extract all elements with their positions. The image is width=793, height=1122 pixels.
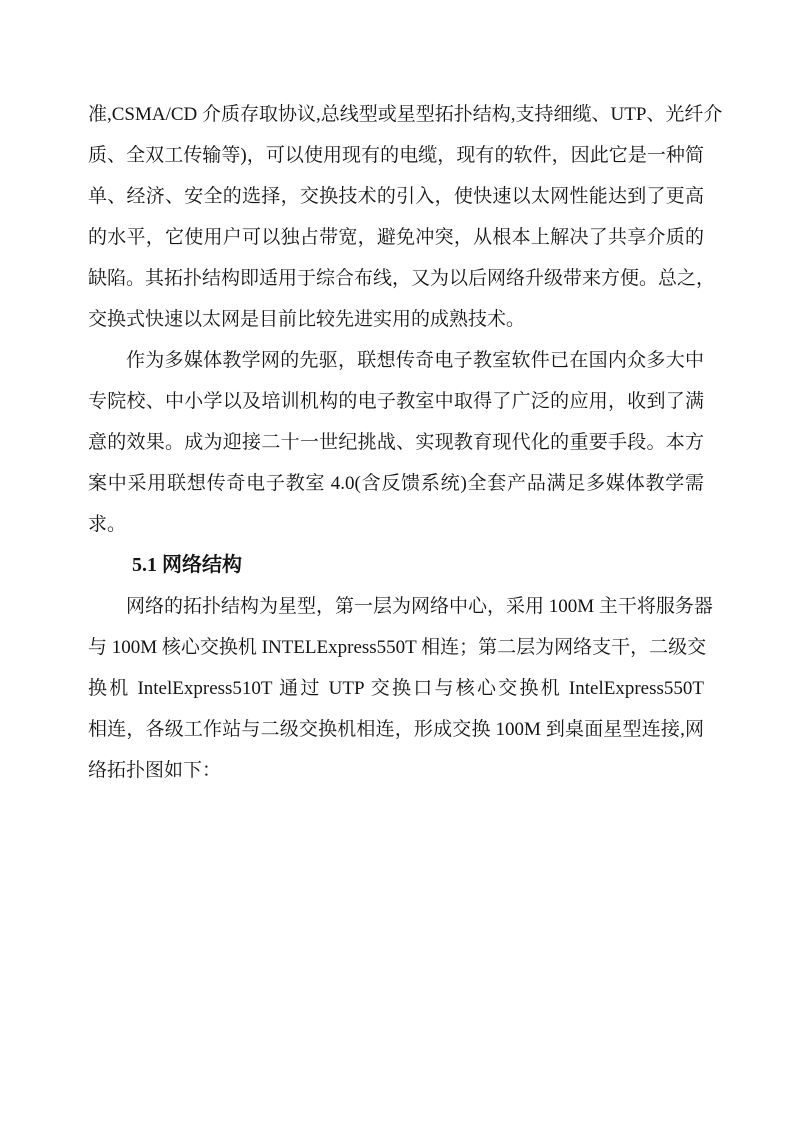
text-line: 单、经济、安全的选择，交换技术的引入，使快速以太网性能达到了更高: [88, 186, 704, 207]
text-line: 相连，各级工作站与二级交换机相连，形成交换 100M 到桌面星型连接,网: [88, 719, 704, 740]
text-line: 换机 IntelExpress510T 通过 UTP 交换口与核心交换机 IntelExpress550T: [88, 678, 704, 699]
text-line: 缺陷。其拓扑结构即适用于综合布线，又为以后网络升级带来方便。总之，: [88, 268, 716, 289]
text-line: 交换式快速以太网是目前比较先进实用的成熟技术。: [88, 309, 526, 330]
text-line: 的水平，它使用户可以独占带宽，避免冲突，从根本上解决了共享介质的: [88, 227, 704, 248]
text-line: 求。: [88, 514, 127, 535]
text-line: 专院校、中小学以及培训机构的电子教室中取得了广泛的应用，收到了满: [88, 391, 704, 412]
section-heading-5-1: 5.1 网络结构: [132, 554, 242, 576]
text-line: 网络的拓扑结构为星型，第一层为网络中心，采用 100M 主干将服务器: [126, 596, 713, 617]
text-line: 质、全双工传输等)，可以使用现有的电缆，现有的软件，因此它是一种简: [88, 145, 704, 166]
document-content: [88, 94, 723, 791]
text-line: 准,CSMA/CD 介质存取协议,总线型或星型拓扑结构,支持细缆、UTP、光纤介: [88, 104, 723, 125]
text-line: 络拓扑图如下：: [88, 760, 222, 781]
text-line: 与 100M 核心交换机 INTELExpress550T 相连；第二层为网络支干，二级交: [88, 637, 707, 658]
text-line: 案中采用联想传奇电子教室 4.0(含反馈系统)全套产品满足多媒体教学需: [88, 473, 704, 494]
text-line: 意的效果。成为迎接二十一世纪挑战、实现教育现代化的重要手段。本方: [88, 432, 704, 453]
text-line: 作为多媒体教学网的先驱，联想传奇电子教室软件已在国内众多大中: [126, 350, 704, 371]
